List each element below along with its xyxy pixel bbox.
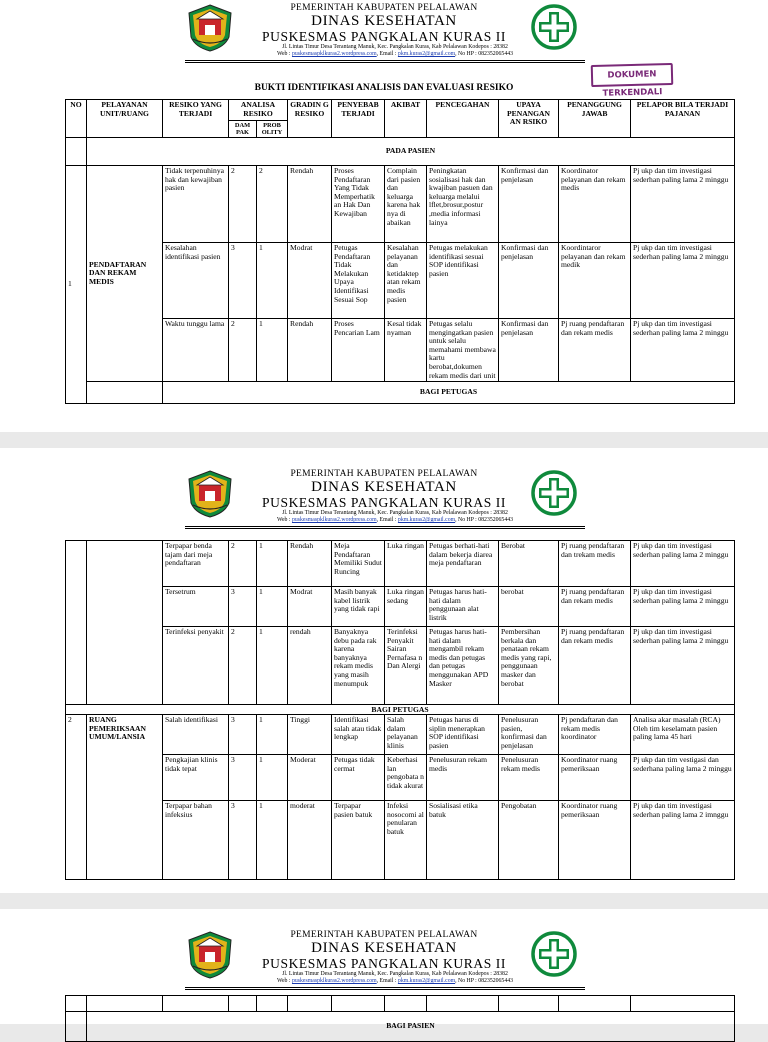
prevention-cell: Petugas melakukan identifikasi sesuai SOP identifikasi pasien <box>427 243 499 319</box>
effect-cell: Salah dalam pelayanan klinis <box>385 715 427 755</box>
header-risk: RESIKO YANG TERJADI <box>163 100 229 138</box>
header-grade: GRADIN G RESIKO <box>288 100 332 138</box>
effect-cell: Kesal tidak nyaman <box>385 319 427 382</box>
table-row <box>66 715 735 755</box>
address-text: Jl. Lintas Timur Desa Terantang Manuk, Kec. Pangkalan Kuras, Kab Pelalawan Kodepos : 28382 <box>282 44 508 50</box>
reporter-cell: Pj ukp dan tim investigasi sederhan paling lama 2 minggu <box>631 243 735 319</box>
table-row <box>66 801 735 880</box>
pic-cell: Pj ruang pendaftaran dan rekam medis <box>559 587 631 627</box>
pic-cell: Pj ruang pendaftaran dan rekam medis <box>559 319 631 382</box>
effect-cell: Luka ringan sedang <box>385 587 427 627</box>
pic-cell: Koordinator pelayanan dan rekam medis <box>559 166 631 243</box>
web-link[interactable]: puskesmaspklkuras2.wordpress.com <box>291 51 377 57</box>
reporter-cell: Pj ukp dan tim investigasi sederhan paling lama 2 minggu <box>631 319 735 382</box>
controlled-document-stamp: DOKUMEN TERKENDALI <box>591 63 674 87</box>
table-row <box>66 541 735 587</box>
reporter-cell: Pj ukp dan tim investigasi sederhan paling lama 2 imnggu <box>631 801 735 880</box>
grade-cell: Modrat <box>288 243 332 319</box>
cause-cell: Banyaknya debu pada rak karena banyaknya rekam medis yang masih menumpuk <box>332 627 385 705</box>
probability-cell: 1 <box>257 541 288 587</box>
clinic-line: PUSKESMAS PANGKALAN KURAS II <box>262 29 506 44</box>
email-label: , Email : <box>376 978 398 984</box>
section-patients: PADA PASIEN <box>87 138 735 166</box>
grade-cell: Moderat <box>288 755 332 801</box>
blank-cell <box>499 996 559 1012</box>
email-label: , Email : <box>376 51 398 57</box>
letterhead <box>0 466 768 532</box>
header-handling: UPAYA PENANGAN AN RSIKO <box>499 100 559 138</box>
table-row <box>66 243 735 319</box>
document-page-3 <box>0 909 768 1031</box>
cause-cell: Masih banyak kabel listrik yang tidak rapi <box>332 587 385 627</box>
prevention-cell: Penelusuran rekam medis <box>427 755 499 801</box>
impact-cell: 2 <box>229 166 257 243</box>
handling-cell: berobat <box>499 587 559 627</box>
pic-cell: Koordinator ruang pemeriksaan <box>559 801 631 880</box>
table-row <box>66 166 735 243</box>
prevention-cell: Petugas harus di siplin menerapkan SOP identifikasi pasien <box>427 715 499 755</box>
probability-cell: 1 <box>257 243 288 319</box>
email-link[interactable]: pkm.kuras2@gmail.com <box>397 517 456 523</box>
impact-cell: 3 <box>229 715 257 755</box>
government-line: PEMERINTAH KABUPATEN PELALAWAN <box>290 930 478 940</box>
row-number: 2 <box>66 715 87 880</box>
impact-cell: 2 <box>229 541 257 587</box>
email-link[interactable]: pkm.kuras2@gmail.com <box>397 51 456 57</box>
web-link[interactable]: puskesmaspklkuras2.wordpress.com <box>291 978 377 984</box>
blank-cell <box>559 996 631 1012</box>
blank-cell <box>385 996 427 1012</box>
web-link[interactable]: puskesmaspklkuras2.wordpress.com <box>291 517 377 523</box>
impact-cell: 2 <box>229 627 257 705</box>
pic-cell: Pj ruang pendaftaran dan rekam medis <box>559 627 631 705</box>
document-title: BUKTI IDENTIFIKASI ANALISIS DAN EVALUASI RESIKO <box>254 83 514 93</box>
letterhead-rule-thin <box>185 62 585 63</box>
table-row <box>66 627 735 705</box>
handling-cell: Konfirmasi dan penjelasan <box>499 319 559 382</box>
pic-cell: Pj ruang pendaftaran dan trekam medis <box>559 541 631 587</box>
unit-name: RUANG PEMERIKSAAN UMUM/LANSIA <box>87 715 163 880</box>
cause-cell: Identifikasi salah atau tidak lengkap <box>332 715 385 755</box>
blank-cell <box>427 996 499 1012</box>
risk-cell: Salah identifikasi <box>163 715 229 755</box>
blank-cell <box>163 996 229 1012</box>
header-unit: PELAYANAN UNIT/RUANG <box>87 100 163 138</box>
table-row <box>66 319 735 382</box>
web-label: Web : <box>276 517 292 523</box>
phone-text: , No HP : 082352065443 <box>455 51 514 57</box>
grade-cell: Rendah <box>288 541 332 587</box>
unit-name: PENDAFTARAN DAN REKAM MEDIS <box>87 166 163 382</box>
header-pic: PENANGGUNG JAWAB <box>559 100 631 138</box>
web-label: Web : <box>276 978 292 984</box>
agency-line: DINAS KESEHATAN <box>311 940 457 956</box>
blank-cell <box>288 996 332 1012</box>
government-line: PEMERINTAH KABUPATEN PELALAWAN <box>290 469 478 479</box>
impact-cell: 3 <box>229 801 257 880</box>
blank-cell <box>87 382 163 404</box>
document-page-1 <box>0 0 768 432</box>
handling-cell: Konfirmasi dan penjelasan <box>499 166 559 243</box>
risk-table-page-2 <box>65 540 735 880</box>
effect-cell: Keberhasi lan pengobata n tidak akurat <box>385 755 427 801</box>
risk-cell: Waktu tunggu lama <box>163 319 229 382</box>
pic-cell: Koordinator ruang pemeriksaan <box>559 755 631 801</box>
clinic-line: PUSKESMAS PANGKALAN KURAS II <box>262 495 506 510</box>
header-impact: DAM PAK <box>229 121 257 138</box>
reporter-cell: Pj ukp dan tim investigasi sederhan paling lama 2 minggu <box>631 587 735 627</box>
cause-cell: Proses Pendaftaran Yang Tidak Memperhatik an Hak Dan Kewajiban <box>332 166 385 243</box>
address-text: Jl. Lintas Timur Desa Terantang Manuk, Kec. Pangkalan Kuras, Kab Pelalawan Kodepos : 28382 <box>282 971 508 977</box>
risk-cell: Terpapar benda tajam dari meja pendaftaran <box>163 541 229 587</box>
prevention-cell: Petugas selalu mengingatkan pasien untuk selalu memahami membawa kartu berobat,dokumen rekam medis dari unit <box>427 319 499 382</box>
handling-cell: Penelusuran pasien, konfirmasi dan penjelasan <box>499 715 559 755</box>
address-text: Jl. Lintas Timur Desa Terantang Manuk, Kec. Pangkalan Kuras, Kab Pelalawan Kodepos : 28382 <box>282 510 508 516</box>
risk-cell: Pengkajian klinis tidak tepat <box>163 755 229 801</box>
letterhead <box>0 927 768 993</box>
blank-cell <box>87 541 163 705</box>
probability-cell: 1 <box>257 587 288 627</box>
prevention-cell: Petugas berhati-hati dalam bekerja diarea meja pendaftaran <box>427 541 499 587</box>
handling-cell: Pembersihan berkala dan penataan rekam medis yang rapi, penggunaan masker dan berobat <box>499 627 559 705</box>
blank-cell <box>66 138 87 166</box>
effect-cell: Complain dari pasien dan keluarga karena hak nya di abaikan <box>385 166 427 243</box>
web-label: Web : <box>276 51 292 57</box>
impact-cell: 2 <box>229 319 257 382</box>
prevention-cell: Peningkatan sosialisasi hak dan kwajiban pasuen dan keluarga melalui lflet,brosur,postur ,media informasi lainya <box>427 166 499 243</box>
letterhead-rule <box>185 526 585 527</box>
risk-table-page-1 <box>65 99 735 404</box>
phone-text: , No HP : 082352065443 <box>455 517 514 523</box>
impact-cell: 3 <box>229 755 257 801</box>
risk-cell: Terinfeksi penyakit <box>163 627 229 705</box>
risk-cell: Terpapar bahan infeksius <box>163 801 229 880</box>
row-number: 1 <box>66 166 87 404</box>
reporter-cell: Pj ukp dan tim investigasi sederhan paling lama 2 minggu <box>631 166 735 243</box>
probability-cell: 1 <box>257 627 288 705</box>
table-row <box>66 755 735 801</box>
letterhead <box>0 0 768 66</box>
header-analysis: ANALISA RESIKO <box>229 100 288 121</box>
header-no: NO <box>66 100 87 138</box>
reporter-cell: Pj ukp dan tim vestigasi dan sederhana paling lama 2 minggu <box>631 755 735 801</box>
header-effect: AKIBAT <box>385 100 427 138</box>
table-row <box>66 587 735 627</box>
blank-cell <box>631 996 735 1012</box>
pic-cell: Koordintaror pelayanan dan rekam medik <box>559 243 631 319</box>
grade-cell: Rendah <box>288 319 332 382</box>
reporter-cell: Pj ukp dan tim investigasi sederhan paling lama 2 minggu <box>631 627 735 705</box>
letterhead-rule-thin <box>185 989 585 990</box>
cause-cell: Petugas Pendaftaran Tidak Melakukan Upaya Identifikasi Sesuai Sop <box>332 243 385 319</box>
handling-cell: Konfirmasi dan penjelasan <box>499 243 559 319</box>
probability-cell: 1 <box>257 715 288 755</box>
agency-line: DINAS KESEHATAN <box>311 13 457 29</box>
section-patients-2: BAGI PASIEN <box>87 1012 735 1042</box>
header-cause: PENYEBAB TERJADI <box>332 100 385 138</box>
letterhead-rule <box>185 987 585 988</box>
blank-cell <box>66 996 87 1012</box>
health-cross-emblem-icon <box>530 469 578 517</box>
header-prevention: PENCEGAHAN <box>427 100 499 138</box>
cause-cell: Petugas tidak cermat <box>332 755 385 801</box>
risk-cell: Tersetrum <box>163 587 229 627</box>
clinic-line: PUSKESMAS PANGKALAN KURAS II <box>262 956 506 971</box>
health-cross-emblem-icon <box>530 3 578 51</box>
cause-cell: Meja Pendaftaran Memiliki Sudut Runcing <box>332 541 385 587</box>
handling-cell: Penelusuran rekam medis <box>499 755 559 801</box>
email-link[interactable]: pkm.kuras2@gmail.com <box>397 978 456 984</box>
blank-cell <box>257 996 288 1012</box>
government-line: PEMERINTAH KABUPATEN PELALAWAN <box>290 3 478 13</box>
grade-cell: Modrat <box>288 587 332 627</box>
header-reporter: PELAPOR BILA TERJADI PAJANAN <box>631 100 735 138</box>
blank-cell <box>66 1012 87 1042</box>
effect-cell: Luka ringan <box>385 541 427 587</box>
pic-cell: Pj pendaftaran dan rekam medis koordinator <box>559 715 631 755</box>
blank-cell <box>87 996 163 1012</box>
probability-cell: 1 <box>257 801 288 880</box>
probability-cell: 1 <box>257 755 288 801</box>
grade-cell: Tinggi <box>288 715 332 755</box>
grade-cell: rendah <box>288 627 332 705</box>
blank-cell <box>332 996 385 1012</box>
grade-cell: moderat <box>288 801 332 880</box>
impact-cell: 3 <box>229 587 257 627</box>
prevention-cell: Sosialisasi etika batuk <box>427 801 499 880</box>
document-page-2 <box>0 448 768 893</box>
prevention-cell: Petugas harus hati-hati dalam penggunaan alat listrik <box>427 587 499 627</box>
risk-cell: Kesalahan identifikasi pasien <box>163 243 229 319</box>
letterhead-rule-thin <box>185 528 585 529</box>
risk-table-page-3 <box>65 995 735 1042</box>
effect-cell: Kesalahan pelayanan dan ketidaktep atan rekam medis pasien <box>385 243 427 319</box>
section-staff: BAGI PETUGAS <box>163 382 735 404</box>
blank-cell <box>229 996 257 1012</box>
agency-line: DINAS KESEHATAN <box>311 479 457 495</box>
letterhead-rule <box>185 60 585 61</box>
email-label: , Email : <box>376 517 398 523</box>
cause-cell: Proses Pencarian Lam <box>332 319 385 382</box>
handling-cell: Berobat <box>499 541 559 587</box>
blank-cell <box>66 541 87 705</box>
cause-cell: Terpapar pasien batuk <box>332 801 385 880</box>
phone-text: , No HP : 082352065443 <box>455 978 514 984</box>
header-probability: PROB OLITY <box>257 121 288 138</box>
probability-cell: 2 <box>257 166 288 243</box>
grade-cell: Rendah <box>288 166 332 243</box>
effect-cell: Terinfeksi Penyakit Sairan Pernafasa n Dan Alergi <box>385 627 427 705</box>
impact-cell: 3 <box>229 243 257 319</box>
section-staff: BAGI PETUGAS <box>66 705 735 715</box>
reporter-cell: Pj ukp dan tim investigasi sederhan paling lama 2 minggu <box>631 541 735 587</box>
prevention-cell: Petugas harus hati-hati dalam mengambil rekam medis dan petugas dan petugas menggunakan APD Masker <box>427 627 499 705</box>
effect-cell: Infeksi nosocomi al penularan batuk <box>385 801 427 880</box>
health-cross-emblem-icon <box>530 930 578 978</box>
risk-cell: Tidak terpenuhinya hak dan kewajiban pasien <box>163 166 229 243</box>
handling-cell: Pengobatan <box>499 801 559 880</box>
reporter-cell: Analisa akar masalah (RCA) Oleh tim keselamatn pasien paling lama 45 hari <box>631 715 735 755</box>
probability-cell: 1 <box>257 319 288 382</box>
